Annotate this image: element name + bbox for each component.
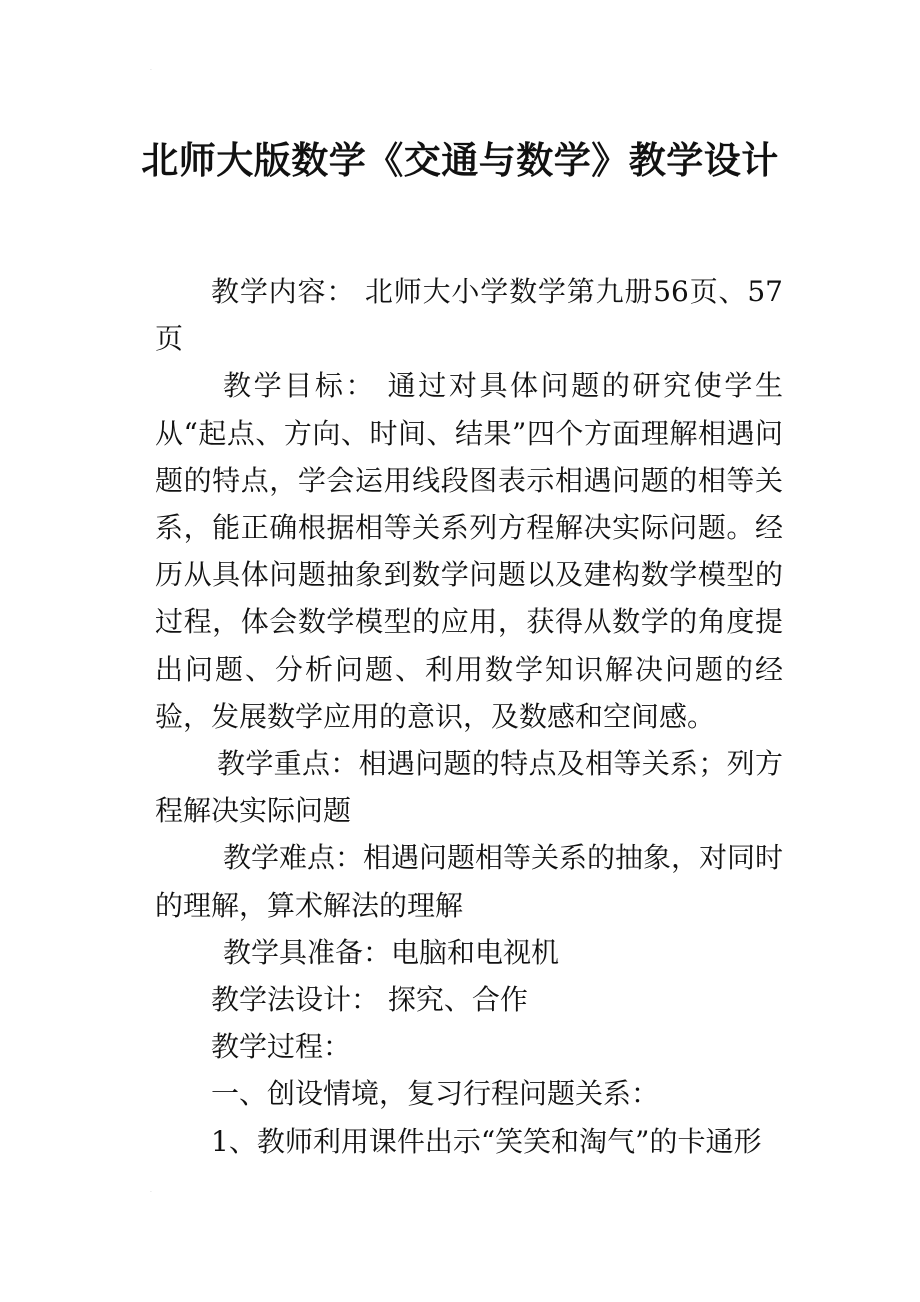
paragraph-teaching-content: 教学内容： 北师大小学数学第九册56页、57页 bbox=[155, 275, 783, 356]
paragraph-step-one: 1、教师利用课件出示“笑笑和淘气”的卡通形 bbox=[211, 1124, 762, 1158]
paragraph-teaching-aids: 教学具准备：电脑和电视机 bbox=[223, 935, 560, 969]
document-body bbox=[155, 268, 783, 1165]
paragraph-difficulties: 教学难点：相遇问题相等关系的抽象，对同时的理解，算术解法的理解 bbox=[155, 841, 784, 922]
paragraph-key-points: 教学重点：相遇问题的特点及相等关系；列方程解决实际问题 bbox=[155, 747, 783, 828]
paragraph-teaching-goals: 教学目标： 通过对具体问题的研究使学生从“起点、方向、时间、结果”四个方面理解相遇问题的特点，学会运用线段图表示相遇问题的相等关系，能正确根据相等关系列方程解决实际问题。经历从具体问题抽象到数学问题以及建构数学模型的过程，体会数学模型的应用，获得从数学的角度提出问题、分析问题、利用数学知识解决问题的经验，发展数学应用的意识，及数感和空间感。 bbox=[155, 369, 783, 733]
page-corner-mark: · bbox=[150, 1189, 152, 1196]
page-corner-mark: · bbox=[150, 67, 152, 74]
paragraph-teaching-process: 教学过程： bbox=[211, 1030, 352, 1064]
paragraph-section-one: 一、创设情境，复习行程问题关系： bbox=[211, 1077, 660, 1111]
document-title: 北师大版数学《交通与数学》教学设计 bbox=[141, 138, 779, 182]
paragraph-teaching-method: 教学法设计： 探究、合作 bbox=[211, 983, 528, 1017]
